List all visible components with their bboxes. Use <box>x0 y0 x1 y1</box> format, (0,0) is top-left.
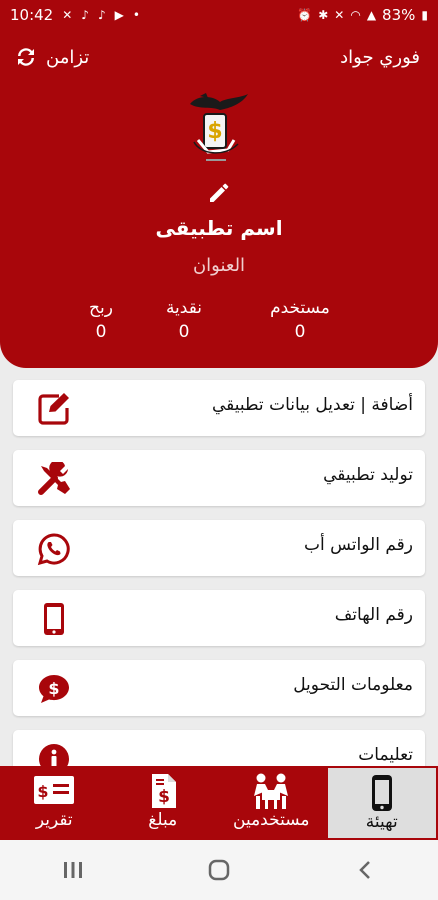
app-logo[interactable] <box>184 92 252 166</box>
recent-apps-button[interactable] <box>53 850 93 890</box>
back-button[interactable] <box>345 850 385 890</box>
youtube-icon: ▶ <box>114 8 124 22</box>
system-nav-bar <box>0 840 438 900</box>
stat-profit-value: 0 <box>95 322 107 342</box>
menu-whatsapp-number[interactable] <box>13 520 425 576</box>
svg-text:$: $ <box>48 679 60 698</box>
stat-cash-value: 0 <box>178 322 190 342</box>
menu-transfer-info[interactable] <box>13 660 425 716</box>
sync-label: تزامن <box>46 46 90 68</box>
sync-button[interactable] <box>14 45 89 69</box>
status-time: 10:42 <box>10 6 54 24</box>
edit-pencil-icon[interactable] <box>207 181 231 205</box>
sync-icon <box>14 45 38 69</box>
menu-phone-number[interactable] <box>13 590 425 646</box>
svg-text:$: $ <box>37 782 49 801</box>
stat-profit-label: ربح <box>89 298 113 318</box>
report-icon <box>33 772 75 810</box>
whatsapp-icon <box>37 532 71 566</box>
nav-label: مستخدمين <box>233 810 310 830</box>
bottom-nav <box>0 766 438 840</box>
svg-text:$: $ <box>157 787 170 807</box>
nav-tab-setup[interactable] <box>326 766 438 840</box>
mute-icon: ✕ <box>334 8 345 22</box>
signal-icon: ▲ <box>366 8 377 22</box>
nav-tab-amount[interactable] <box>109 766 218 840</box>
app-name: اسم تطبيقى <box>155 216 283 240</box>
battery-level: 83% <box>382 6 416 24</box>
stat-cash <box>154 298 214 342</box>
mobile-icon <box>361 774 403 812</box>
menu-edit-app-data[interactable] <box>13 380 425 436</box>
users-icon <box>250 772 292 810</box>
wifi-icon: ◠ <box>350 8 361 22</box>
missed-call-icon: ✕ <box>62 8 73 22</box>
menu-item-label: معلومات التحويل <box>293 675 413 695</box>
nav-tab-users[interactable] <box>217 766 326 840</box>
nav-label: تقرير <box>35 810 73 830</box>
stat-profit <box>84 298 118 342</box>
stat-users-label: مستخدم <box>270 298 330 318</box>
menu-item-label: رقم الواتس أب <box>304 535 413 555</box>
phone-icon <box>37 602 71 636</box>
app-address: العنوان <box>192 255 246 276</box>
alarm-icon: ⏰ <box>297 8 313 22</box>
username: فوري جواد <box>340 47 420 68</box>
svg-text:$: $ <box>207 119 223 144</box>
stat-users <box>262 298 338 342</box>
nav-label: مبلغ <box>148 810 178 830</box>
home-button[interactable] <box>199 850 239 890</box>
menu-item-label: أضافة | تعديل بيانات تطبيقي <box>211 395 413 415</box>
stat-users-value: 0 <box>294 322 306 342</box>
status-right <box>297 6 428 24</box>
home-icon <box>208 859 230 881</box>
money-chat-icon <box>37 672 71 706</box>
nav-label: تهيئة <box>365 812 398 832</box>
tiktok-icon: ♪ <box>81 8 89 22</box>
menu-item-label: توليد تطبيقي <box>323 465 413 485</box>
more-notifications-icon: • <box>132 8 140 22</box>
status-bar <box>0 0 438 30</box>
edit-square-icon <box>37 392 71 426</box>
back-chevron-icon <box>357 859 373 881</box>
menu-item-label: تعليمات <box>358 745 413 765</box>
status-left <box>10 6 140 24</box>
stat-cash-label: نقدية <box>165 298 203 318</box>
nav-tab-report[interactable] <box>0 766 109 840</box>
menu-item-label: رقم الهاتف <box>334 605 413 625</box>
invoice-icon <box>142 772 184 810</box>
profile-header <box>0 30 438 368</box>
bluetooth-icon: ✱ <box>318 8 329 22</box>
tools-icon <box>37 462 71 496</box>
tiktok-icon-2: ♪ <box>97 8 106 22</box>
menu-generate-app[interactable] <box>13 450 425 506</box>
recent-apps-icon <box>62 860 84 880</box>
battery-icon: ▮ <box>421 8 428 22</box>
